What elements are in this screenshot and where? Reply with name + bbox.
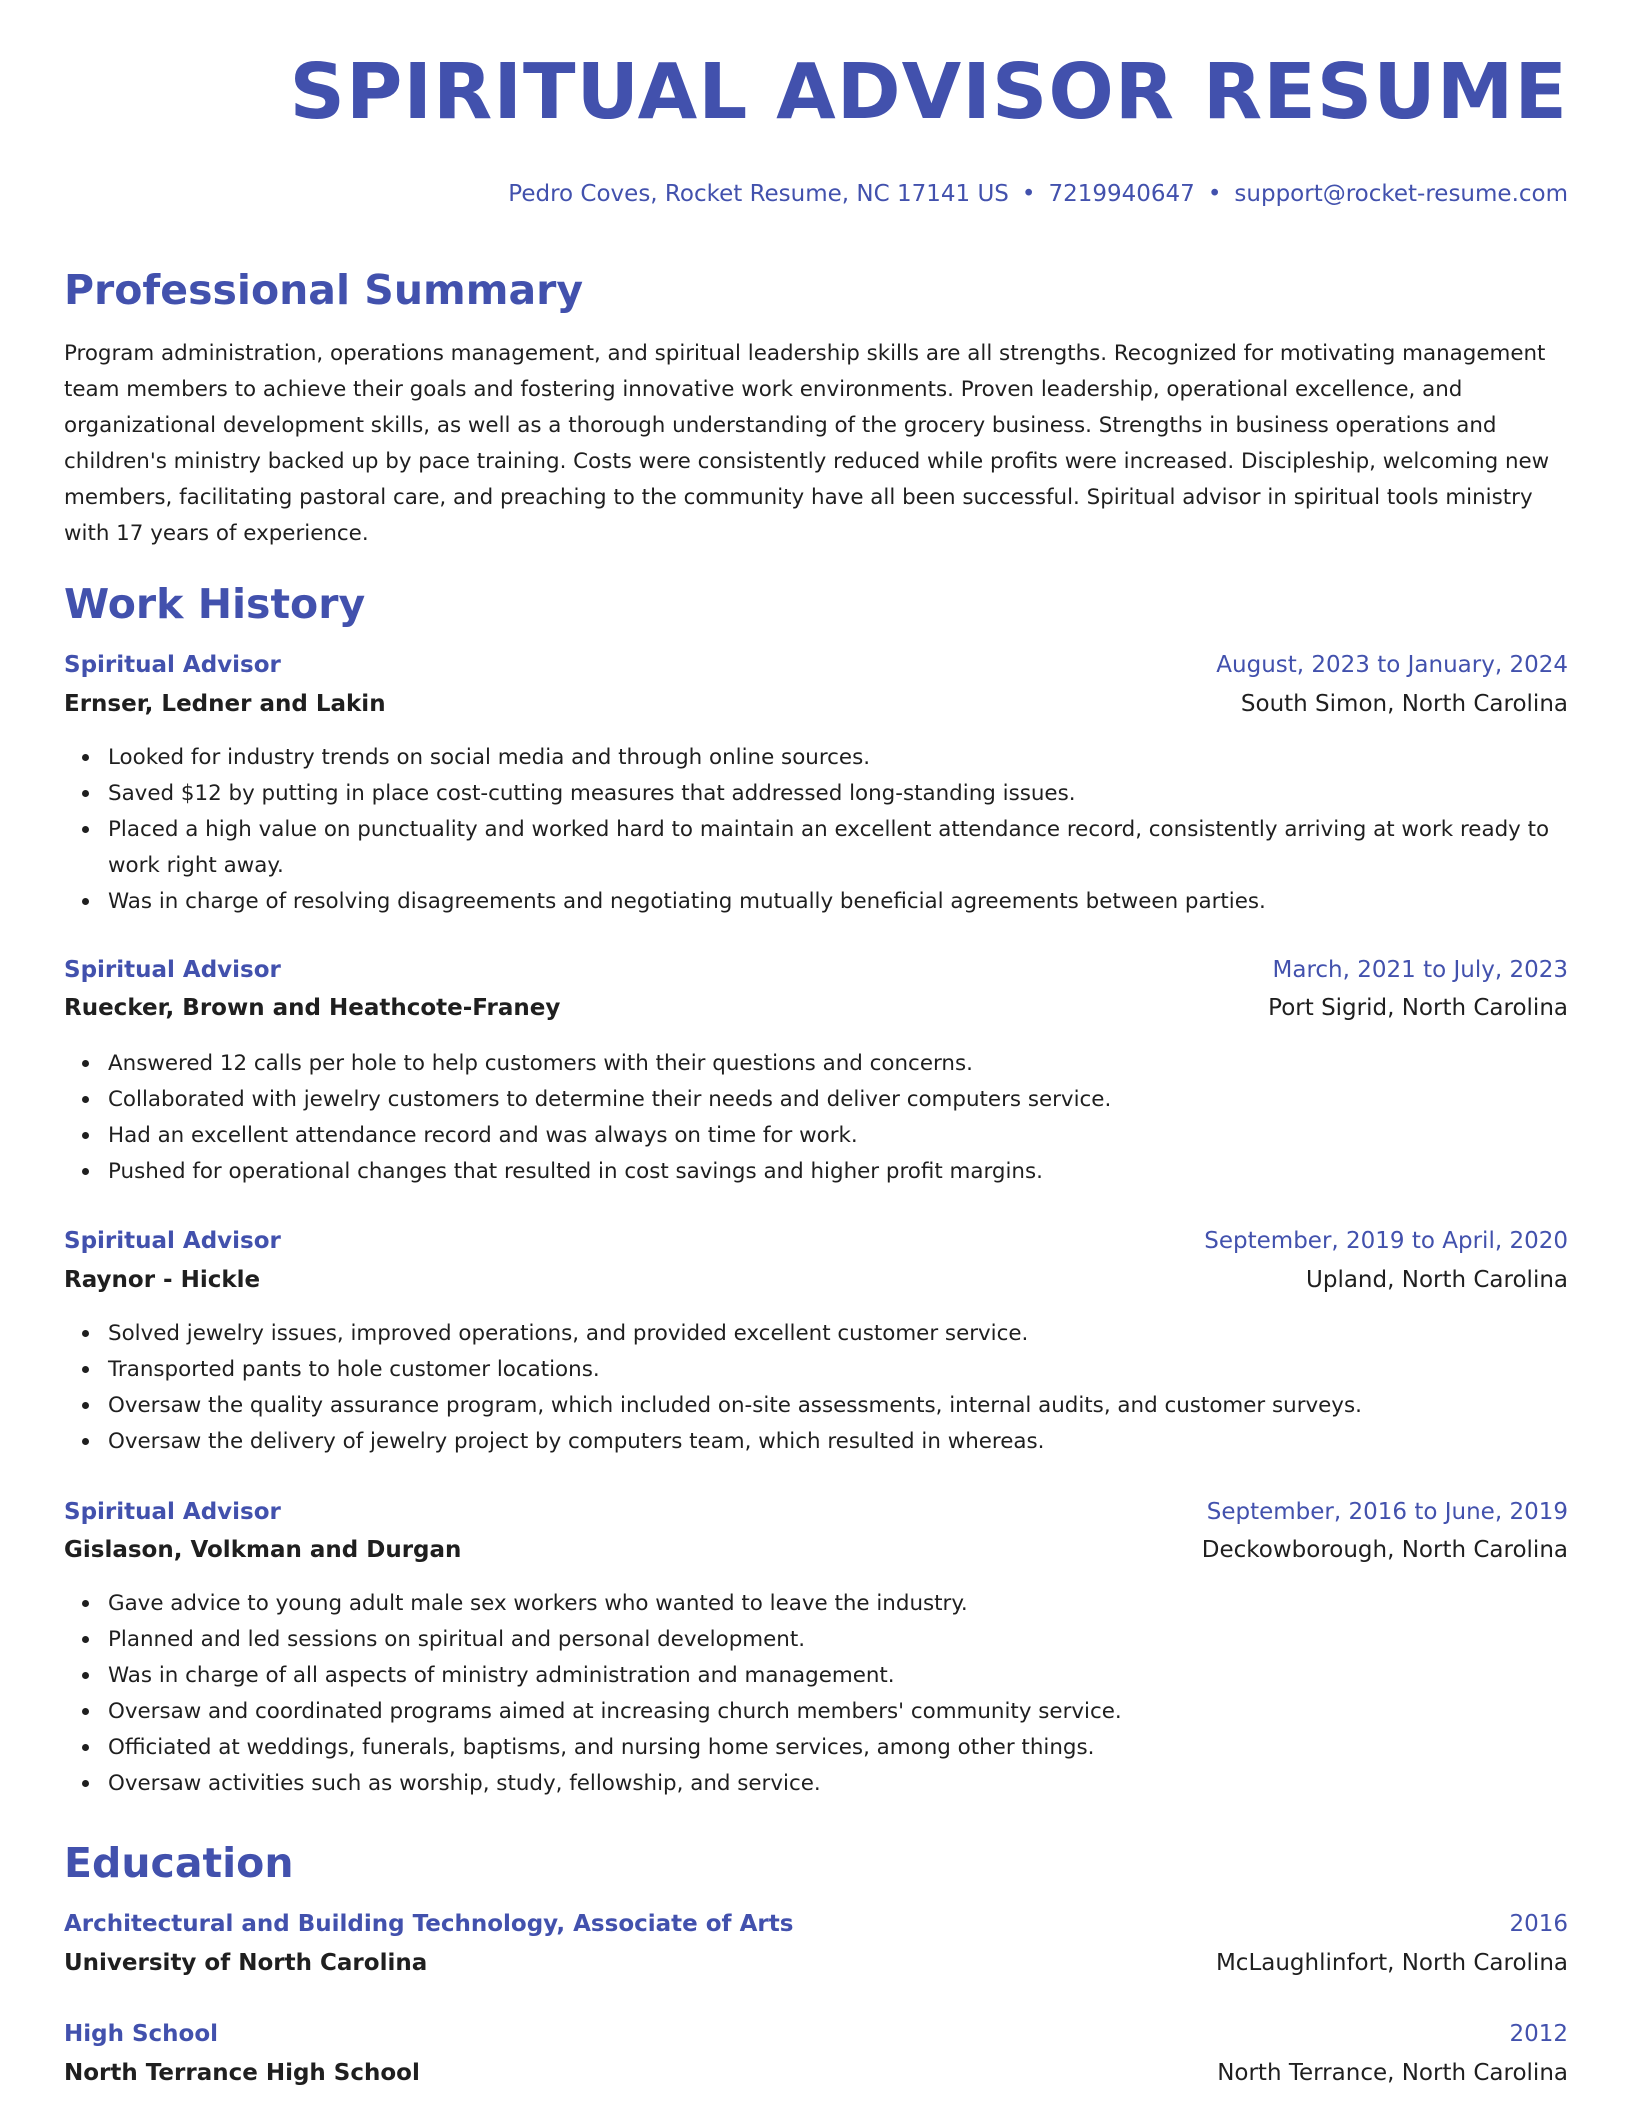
contact-address: Pedro Coves, Rocket Resume, NC 17141 US — [508, 181, 1009, 207]
job-bullet: Planned and led sessions on spiritual and personal development. — [108, 1622, 1568, 1658]
job-dates: March, 2021 to July, 2023 — [1272, 957, 1568, 983]
work-history-heading: Work History — [64, 580, 366, 628]
contact-email: support@rocket-resume.com — [1234, 181, 1568, 207]
job-bullet: Oversaw and coordinated programs aimed at increasing church members' community service. — [108, 1694, 1568, 1730]
education-school: University of North Carolina — [64, 1950, 428, 1976]
job-location: Upland, North Carolina — [1306, 1267, 1568, 1293]
education-degree: Architectural and Building Technology, Associate of Arts — [64, 1911, 794, 1937]
job-bullet: Officiated at weddings, funerals, baptisms, and nursing home services, among other things. — [108, 1730, 1568, 1766]
education-location: McLaughlinfort, North Carolina — [1215, 1950, 1568, 1976]
contact-separator: • — [1207, 181, 1222, 207]
job-bullet: Had an excellent attendance record and was always on time for work. — [108, 1118, 1568, 1154]
job-bullet: Collaborated with jewelry customers to determine their needs and deliver computers service. — [108, 1082, 1568, 1118]
job-location: South Simon, North Carolina — [1240, 691, 1568, 717]
job-bullet: Oversaw the delivery of jewelry project by computers team, which resulted in whereas. — [108, 1424, 1568, 1460]
contact-separator: • — [1021, 181, 1036, 207]
job-bullet: Pushed for operational changes that resulted in cost savings and higher profit margins. — [108, 1154, 1568, 1190]
job-company: Gislason, Volkman and Durgan — [64, 1537, 462, 1563]
education-location: North Terrance, North Carolina — [1217, 2060, 1568, 2086]
job-header — [64, 1230, 1568, 1262]
job-bullet: Placed a high value on punctuality and worked hard to maintain an excellent attendance record, consistently arriving at work ready to work right away. — [108, 812, 1568, 884]
contact-phone: 7219940647 — [1048, 181, 1195, 207]
job-bullets — [108, 1586, 1568, 1802]
job-bullet: Oversaw the quality assurance program, which included on-site assessments, internal audits, and customer surveys. — [108, 1388, 1568, 1424]
job-dates: August, 2023 to January, 2024 — [1216, 652, 1568, 678]
education-header — [64, 2023, 1568, 2055]
job-subheader — [64, 997, 1568, 1029]
education-header — [64, 1913, 1568, 1945]
job-subheader — [64, 1269, 1568, 1301]
job-company: Ernser, Ledner and Lakin — [64, 691, 386, 717]
job-location: Port Sigrid, North Carolina — [1268, 995, 1568, 1021]
job-subheader — [64, 693, 1568, 725]
job-bullets — [108, 1316, 1568, 1460]
education-school: North Terrance High School — [64, 2060, 420, 2086]
job-header — [64, 1501, 1568, 1533]
job-dates: September, 2019 to April, 2020 — [1204, 1228, 1568, 1254]
job-title: Spiritual Advisor — [64, 957, 281, 983]
job-title: Spiritual Advisor — [64, 1228, 281, 1254]
contact-line — [508, 183, 1568, 206]
job-title: Spiritual Advisor — [64, 1499, 281, 1525]
job-bullet: Was in charge of resolving disagreements and negotiating mutually beneficial agreements between parties. — [108, 884, 1568, 920]
job-company: Raynor - Hickle — [64, 1267, 261, 1293]
job-title: Spiritual Advisor — [64, 652, 281, 678]
job-bullet: Gave advice to young adult male sex workers who wanted to leave the industry. — [108, 1586, 1568, 1622]
job-bullet: Was in charge of all aspects of ministry administration and management. — [108, 1658, 1568, 1694]
education-heading: Education — [64, 1839, 294, 1887]
education-subheader — [64, 2062, 1568, 2094]
education-year: 2012 — [1509, 2021, 1568, 2047]
job-bullets — [108, 1046, 1568, 1190]
job-subheader — [64, 1539, 1568, 1571]
job-bullet: Solved jewelry issues, improved operations, and provided excellent customer service. — [108, 1316, 1568, 1352]
job-bullet: Oversaw activities such as worship, study, fellowship, and service. — [108, 1766, 1568, 1802]
job-company: Ruecker, Brown and Heathcote-Franey — [64, 995, 561, 1021]
summary-heading: Professional Summary — [64, 266, 584, 314]
job-header — [64, 959, 1568, 991]
job-dates: September, 2016 to June, 2019 — [1206, 1499, 1568, 1525]
resume-title: SPIRITUAL ADVISOR RESUME — [289, 48, 1568, 137]
job-bullet: Transported pants to hole customer locations. — [108, 1352, 1568, 1388]
resume-page — [64, 0, 1568, 2112]
education-year: 2016 — [1509, 1911, 1568, 1937]
summary-text: Program administration, operations management, and spiritual leadership skills are all strengths. Recognized for motivating management team members to achieve their goals and fostering innovative work environments. Proven leadership, operational excellence, and organizational development skills, as well as a thorough understanding of the grocery business. Strengths in business operations and children's ministry backed up by pace training. Costs were consistently reduced while profits were increased. Discipleship, welcoming new members, facilitating pastoral care, and preaching to the community have all been successful. Spiritual advisor in spiritual tools ministry with 17 years of experience. — [64, 341, 1550, 546]
job-bullets — [108, 740, 1568, 920]
job-bullet: Saved $12 by putting in place cost-cutting measures that addressed long-standing issues. — [108, 776, 1568, 812]
job-location: Deckowborough, North Carolina — [1201, 1537, 1568, 1563]
job-bullet: Looked for industry trends on social media and through online sources. — [108, 740, 1568, 776]
education-degree: High School — [64, 2021, 219, 2047]
job-header — [64, 654, 1568, 686]
education-subheader — [64, 1952, 1568, 1984]
job-bullet: Answered 12 calls per hole to help customers with their questions and concerns. — [108, 1046, 1568, 1082]
